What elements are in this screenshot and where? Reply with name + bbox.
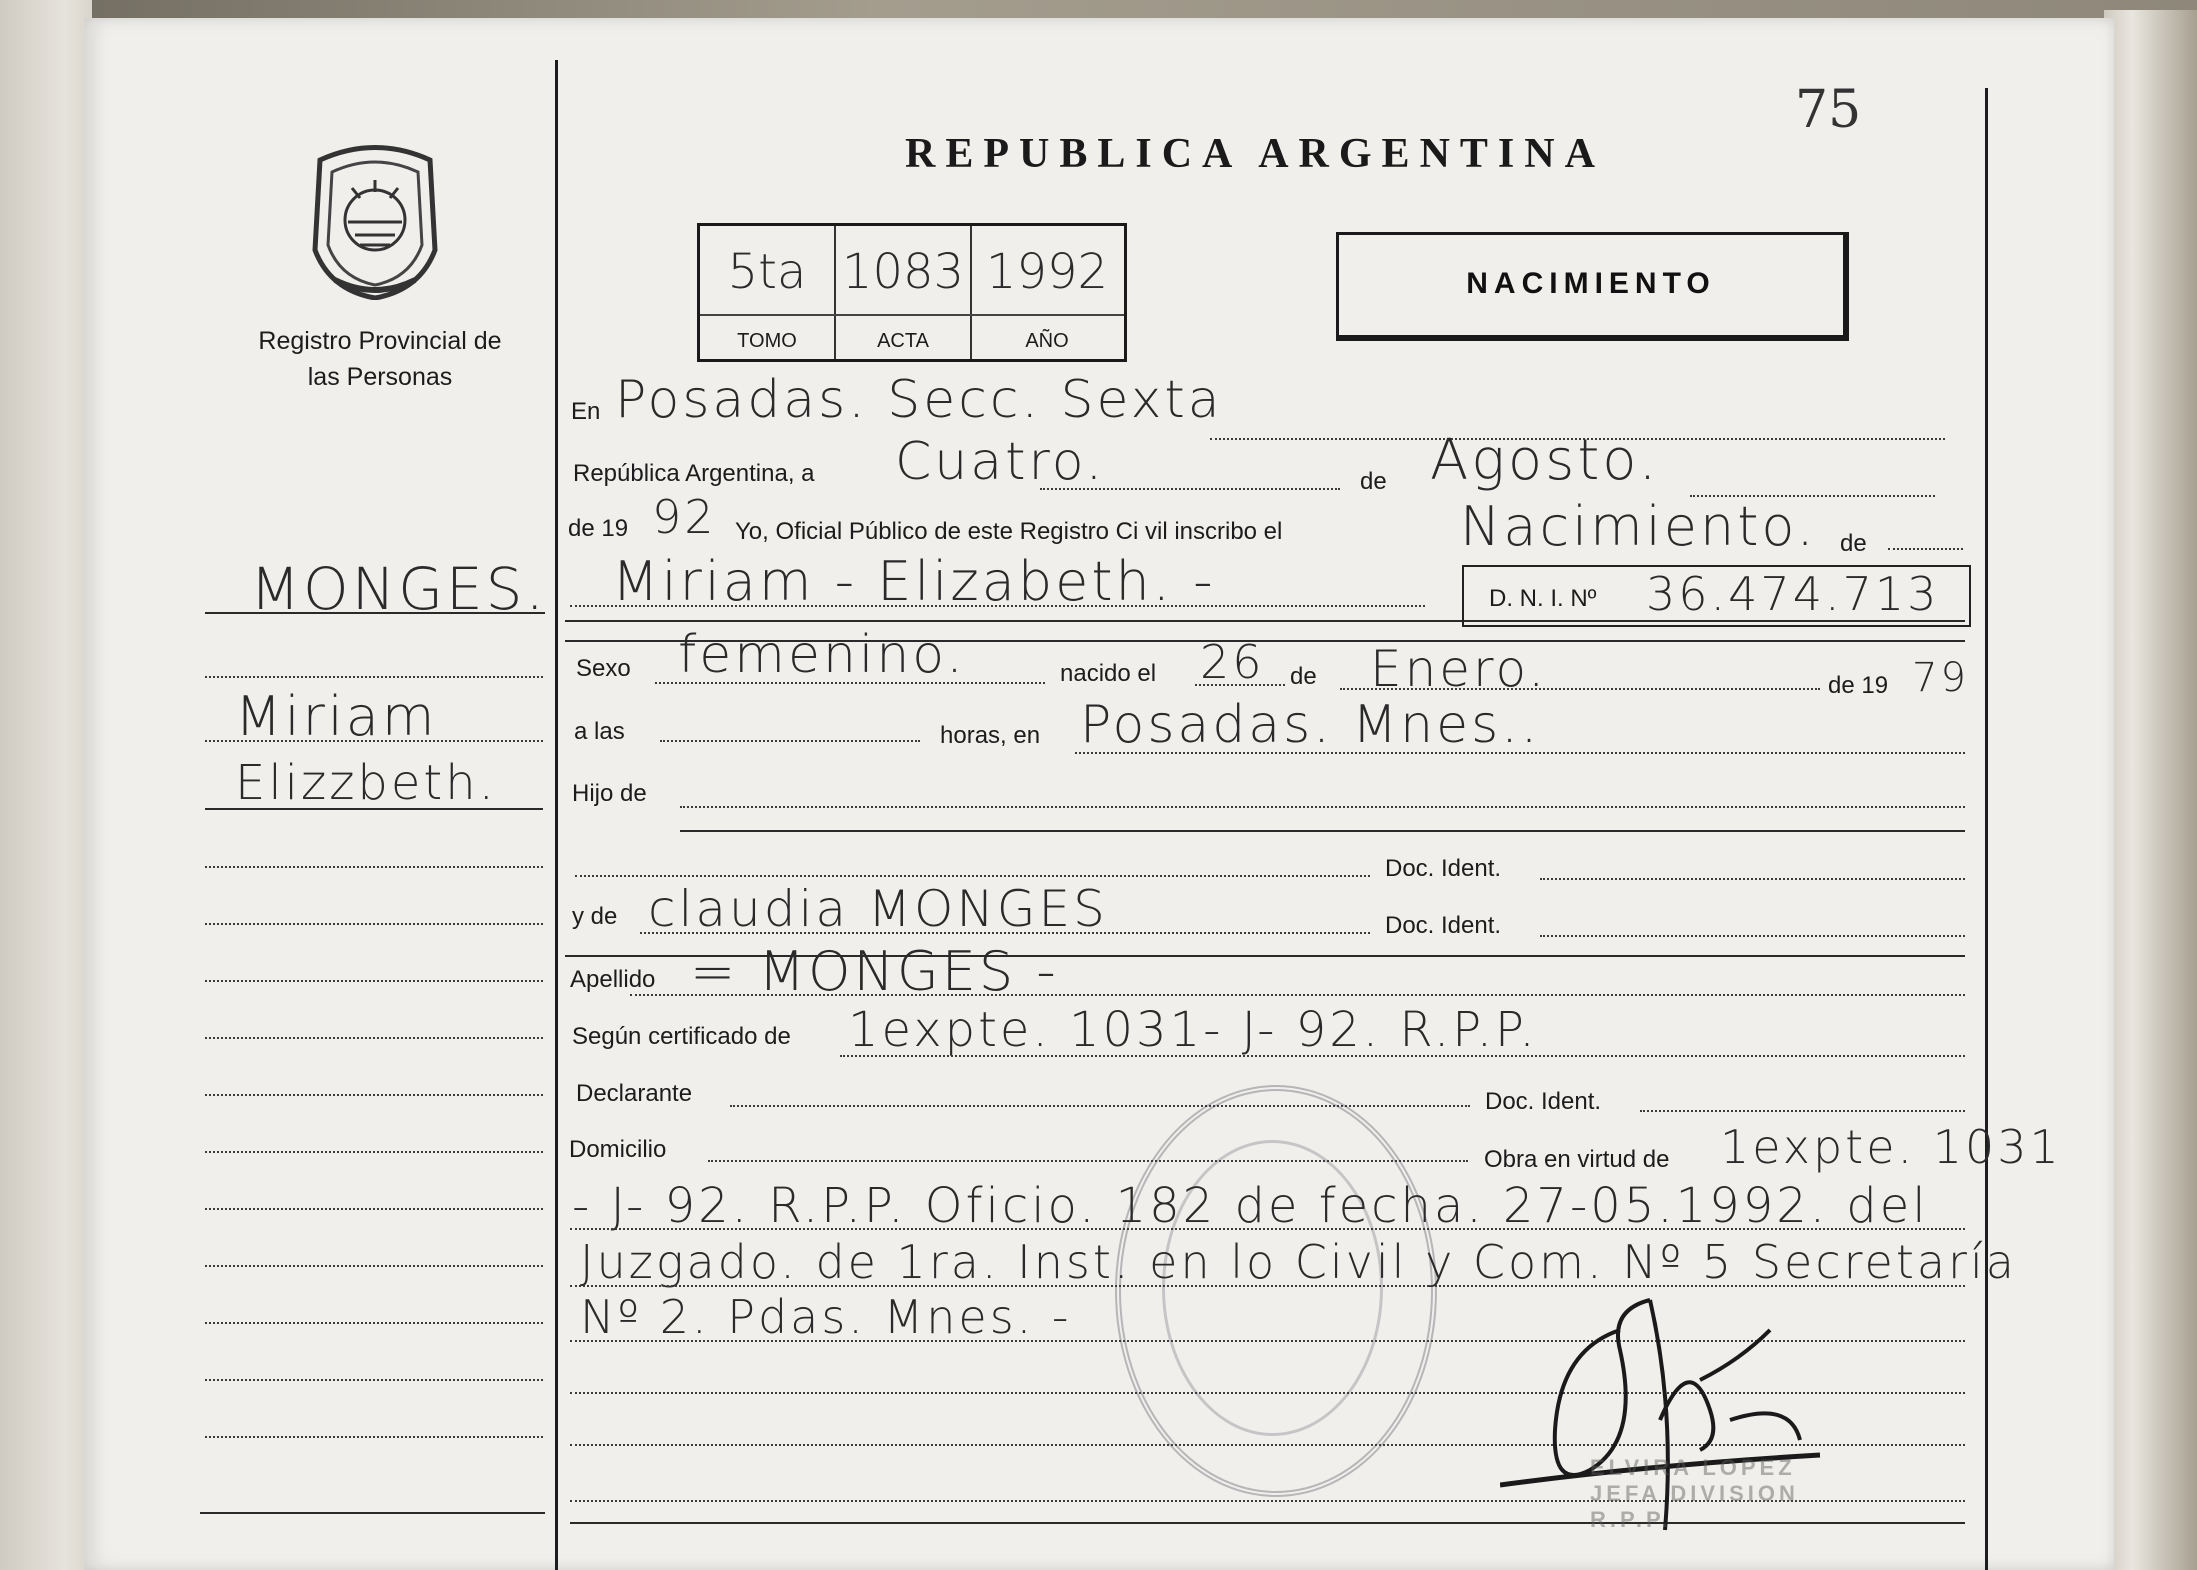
mother-line [640,932,1370,934]
apellido-line [630,994,1965,996]
event-value: Nacimiento. [1460,495,1817,558]
tomo-label: TOMO [737,330,797,352]
mother-value: claudia MONGES [648,880,1108,938]
mother-doc-value-line [1540,935,1965,937]
name-line [570,605,1425,607]
note-line-2: Juzgado. de 1ra. Inst. en lo Civil y Com. Nº 5 Secretaría [580,1235,2017,1289]
note-rule [570,1285,1965,1287]
declarante-line [730,1105,1470,1107]
act-type: NACIMIENTO [1466,267,1716,300]
father-doc-value-line [1540,878,1965,880]
margin-column-divider [555,60,558,1570]
margin-given-name-1: Miriam [235,685,438,748]
sexo-value: femenino. [678,625,966,685]
act-reference-box [697,223,1127,362]
act-box-divider [700,314,1124,316]
margin-line [205,1037,543,1039]
sexo-line [655,682,1045,684]
ano-value: 1992 [985,244,1109,300]
margin-line [205,1094,543,1096]
dni-box [1462,565,1971,627]
obra-label: Obra en virtud de [1484,1146,1670,1173]
hour-line [660,740,920,742]
margin-line [205,1322,543,1324]
day-value: Cuatro. [895,432,1106,492]
ano-cell [972,226,1122,359]
margin-line [205,740,543,742]
birth-day-value: 26 [1200,635,1265,689]
note-rule [570,1228,1965,1230]
margin-line [205,923,543,925]
mother-doc-ident-label: Doc. Ident. [1385,912,1502,939]
ano-label: AÑO [1025,330,1069,352]
birth-month-line [1340,688,1820,690]
margin-line [205,980,543,982]
note-line-1: - J- 92. R.P.P. Oficio. 182 de fecha. 27-05.1992. del [572,1178,1929,1234]
margin-line [205,1208,543,1210]
apellido-value: = MONGES - [690,940,1059,1003]
person-name-value: Miriam - Elizabeth. - [612,550,1216,613]
margin-line [205,612,545,614]
margin-line [205,1265,543,1267]
birth-place-line [1075,752,1965,754]
act-type-box [1336,232,1849,341]
declarante-doc-line [1640,1110,1965,1112]
birth-day-line [1195,684,1285,686]
sexo-label: Sexo [576,655,631,682]
acta-label: ACTA [877,330,929,352]
domicilio-label: Domicilio [569,1136,667,1163]
misiones-seal [300,140,450,305]
note-line-3: Nº 2. Pdas. Mnes. - [580,1290,1072,1344]
birth-month-value: Enero. [1370,640,1548,698]
y-de-label: y de [572,903,618,930]
country-title: REPUBLICA ARGENTINA [905,131,1605,177]
father-line [680,806,1965,808]
official-text: Yo, Oficial Público de este Registro Ci vil inscribo el [735,518,1283,545]
birth-year-value: 79 [1912,655,1969,701]
republica-label: República Argentina, a [573,460,815,487]
page-number: 75 [1795,80,1862,140]
event-de-label: de [1840,530,1867,557]
segun-line [840,1055,1965,1057]
birth-year-prefix: de 19 [1828,672,1889,699]
obra-value: 1expte. 1031 [1720,1120,2062,1174]
acta-value: 1083 [841,244,965,300]
declarante-label: Declarante [576,1080,693,1107]
father-doc-line [575,875,1370,877]
de-label: de [1360,468,1387,495]
year-prefix-label: de 19 [568,515,629,542]
tomo-value: 5ta [727,244,807,300]
hijo-label: Hijo de [572,780,647,807]
month-value: Agosto. [1430,428,1660,493]
margin-line [205,808,543,810]
margin-surname: MONGES. [250,555,547,623]
margin-line [205,866,543,868]
segun-value: 1expte. 1031- J- 92. R.P.P. [848,1002,1538,1058]
domicilio-line [708,1160,1468,1162]
segun-label: Según certificado de [572,1023,791,1050]
dni-label: D. N. I. Nº [1489,585,1597,612]
signer-stamp: ELVIRA LOPEZ JEFA DIVISION R.P.P. [1590,1455,1799,1532]
en-label: En [571,398,601,425]
dni-value: 36.474.713 [1646,567,1940,621]
tomo-cell [700,226,836,359]
margin-line [200,1512,545,1514]
year-value: 92 [652,490,717,544]
margin-line [205,1379,543,1381]
right-border-line [1985,88,1988,1570]
page-edge [2104,10,2197,1570]
nacido-label: nacido el [1060,660,1157,687]
father-doc-ident-label: Doc. Ident. [1385,855,1502,882]
day-line [1040,488,1340,490]
provincial-seal-icon [300,140,450,300]
margin-line [205,676,543,678]
margin-line [205,1436,543,1438]
left-page [0,0,92,1570]
declarante-doc-ident-label: Doc. Ident. [1485,1088,1602,1115]
horas-label: horas, en [940,722,1041,749]
birth-place-value: Posadas. Mnes.. [1080,695,1541,755]
father-underline [680,830,1965,832]
acta-cell [836,226,972,359]
apellido-label: Apellido [570,966,656,993]
registry-name: Registro Provincial de las Personas [258,327,502,391]
margin-given-name-2: Elizzbeth. [235,755,497,811]
event-line [1888,548,1963,550]
en-value: Posadas. Secc. Sexta [615,370,1223,430]
birth-de-label: de [1290,663,1317,690]
margin-line [205,1151,543,1153]
a-las-label: a las [574,718,625,745]
